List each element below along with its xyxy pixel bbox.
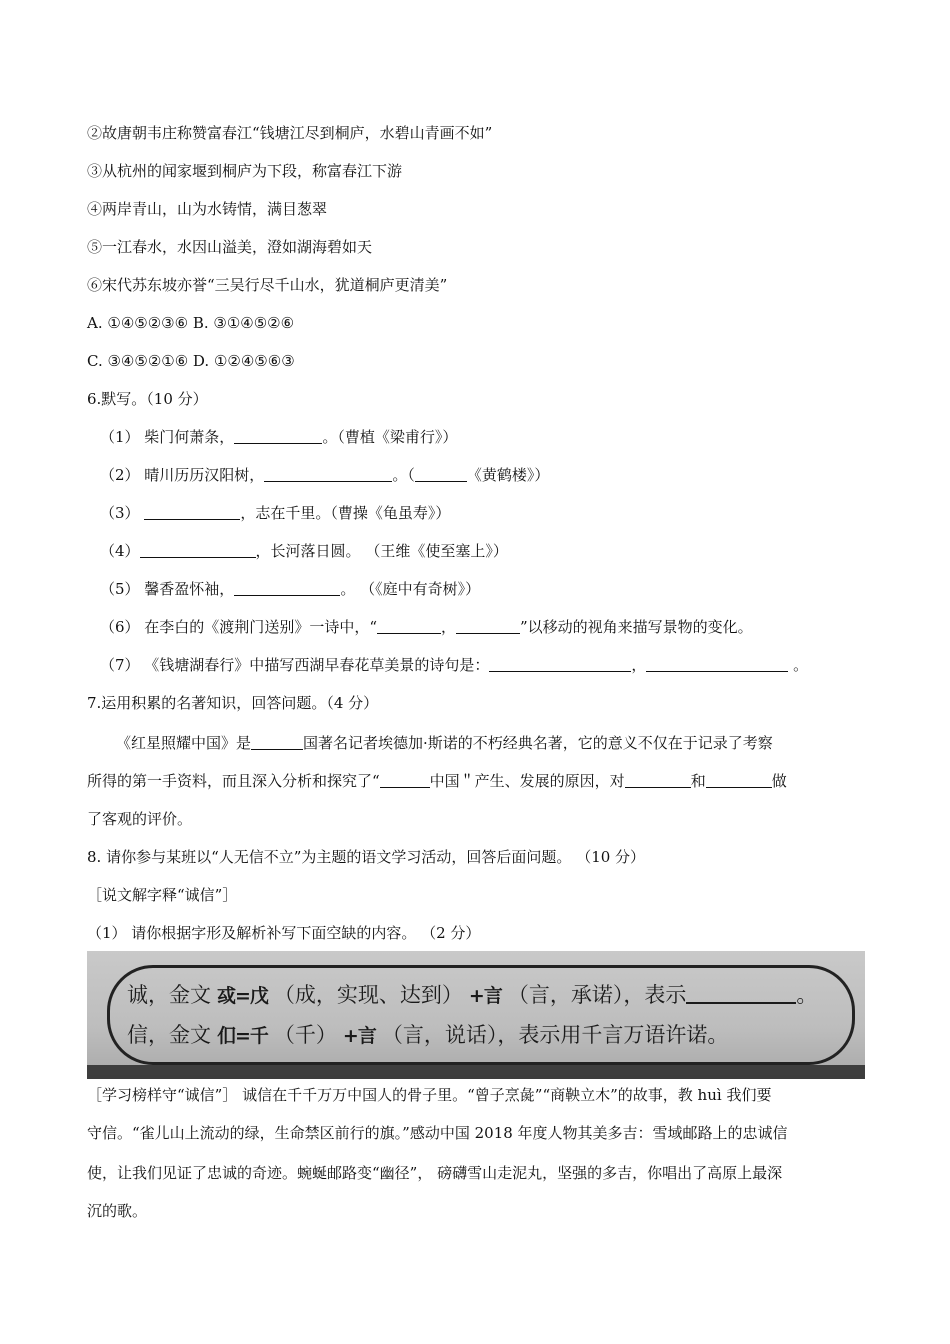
answer-blank[interactable] (456, 618, 520, 634)
answer-blank[interactable] (144, 504, 240, 520)
answer-blank[interactable] (625, 772, 691, 788)
sentence-4: ④两岸青山，山为水铸情，满目葱翠 (87, 200, 328, 218)
q8-section-shuowen: ［说文解字释“诚信”］ (87, 886, 238, 904)
q7-para-line-2: 所得的第一手资料，而且深入分析和探究了“ 中国＂产生、发展的原因，对 和 做 (87, 772, 787, 790)
answer-blank[interactable] (380, 772, 430, 788)
answer-blank[interactable] (234, 580, 340, 596)
photo-row-xin: 信，金文 㐰=千 （千） +言 （言，说话），表示用千言万语许诺。 (127, 1023, 729, 1047)
bronze-script-glyph: 㐰=千 (217, 1025, 268, 1047)
options-cd: C. ③④⑤②①⑥ D. ①②④⑤⑥③ (87, 352, 295, 370)
textbook-photo (87, 951, 865, 1079)
answer-blank[interactable] (234, 428, 322, 444)
q6-item-3: （3） ，志在千里。（曹操《龟虽寿》） (100, 504, 451, 522)
sentence-6: ⑥宋代苏东坡亦誉“三吴行尽千山水，犹道桐庐更清美” (87, 276, 448, 294)
answer-blank[interactable] (251, 734, 303, 750)
q8-section-bangyang-1: ［学习榜样守“诚信”］ 诚信在千千万万中国人的骨子里。“曾子烹彘”“商鞅立木”的故事，教 huì 我们要 (87, 1086, 772, 1104)
q7-para-line-3: 了客观的评价。 (87, 810, 193, 828)
bronze-script-glyph: 㦯=戊 (217, 985, 268, 1007)
answer-blank[interactable] (706, 772, 772, 788)
answer-blank[interactable] (140, 542, 256, 558)
q6-item-5: （5） 馨香盈怀袖， 。 （《庭中有奇树》） (100, 580, 481, 598)
answer-blank[interactable] (646, 656, 788, 672)
bronze-script-glyph: +言 (342, 1025, 376, 1047)
q8-section-bangyang-4: 沉的歌。 (87, 1202, 148, 1220)
bronze-script-glyph: +言 (468, 985, 502, 1007)
q7-title: 7.运用积累的名著知识，回答问题。（4 分） (87, 694, 379, 712)
options-ab: A. ①④⑤②③⑥ B. ③①④⑤②⑥ (87, 314, 295, 332)
q6-item-6: （6） 在李白的《渡荆门送别》一诗中，“ ， ”以移动的视角来描写景物的变化。 (100, 618, 753, 636)
answer-blank[interactable] (686, 984, 796, 1004)
answer-blank[interactable] (377, 618, 441, 634)
q6-item-4: （4） ，长河落日圆。 （王维《使至塞上》） (100, 542, 508, 560)
sentence-5: ⑤一江春水，水因山溢美，澄如湖海碧如天 (87, 238, 373, 256)
sentence-2: ②故唐朝韦庄称赞富春江“钱塘江尽到桐庐，水碧山青画不如” (87, 124, 493, 142)
q6-item-7: （7） 《钱塘湖春行》中描写西湖早春花草美景的诗句是： ， 。 (100, 656, 809, 674)
photo-bottom-edge (87, 1065, 865, 1079)
photo-row-cheng: 诚，金文 㦯=戊 （成，实现、达到） +言 （言，承诺），表示 。 (127, 983, 818, 1007)
answer-blank[interactable] (489, 656, 631, 672)
q6-item-1: （1） 柴门何萧条， 。（曹植《梁甫行》） (100, 428, 458, 446)
q8-title: 8. 请你参与某班以“人无信不立”为主题的语文学习活动，回答后面问题。 （10 分） (87, 848, 646, 866)
sentence-3: ③从杭州的闻家堰到桐庐为下段，称富春江下游 (87, 162, 403, 180)
answer-blank[interactable] (264, 466, 392, 482)
q6-title: 6.默写。（10 分） (87, 390, 208, 408)
q8-section-bangyang-2: 守信。“雀儿山上流动的绿，生命禁区前行的旗。”感动中国 2018 年度人物其美多吉：雪域邮路上的忠诚信 (87, 1124, 788, 1142)
q6-item-2: （2） 晴川历历汉阳树， 。（ 《黄鹤楼》） (100, 466, 550, 484)
answer-blank[interactable] (415, 466, 467, 482)
q8-section-bangyang-3: 使，让我们见证了忠诚的奇迹。蜿蜒邮路变“幽径”， 磅礴雪山走泥丸，坚强的多吉，你唱出了高原上最深 (87, 1164, 783, 1182)
q8-sub-1: （1） 请你根据字形及解析补写下面空缺的内容。 （2 分） (87, 924, 481, 942)
q7-para-line-1: 《红星照耀中国》是 国著名记者埃德加·斯诺的不朽经典名著，它的意义不仅在于记录了考察 (116, 734, 773, 752)
